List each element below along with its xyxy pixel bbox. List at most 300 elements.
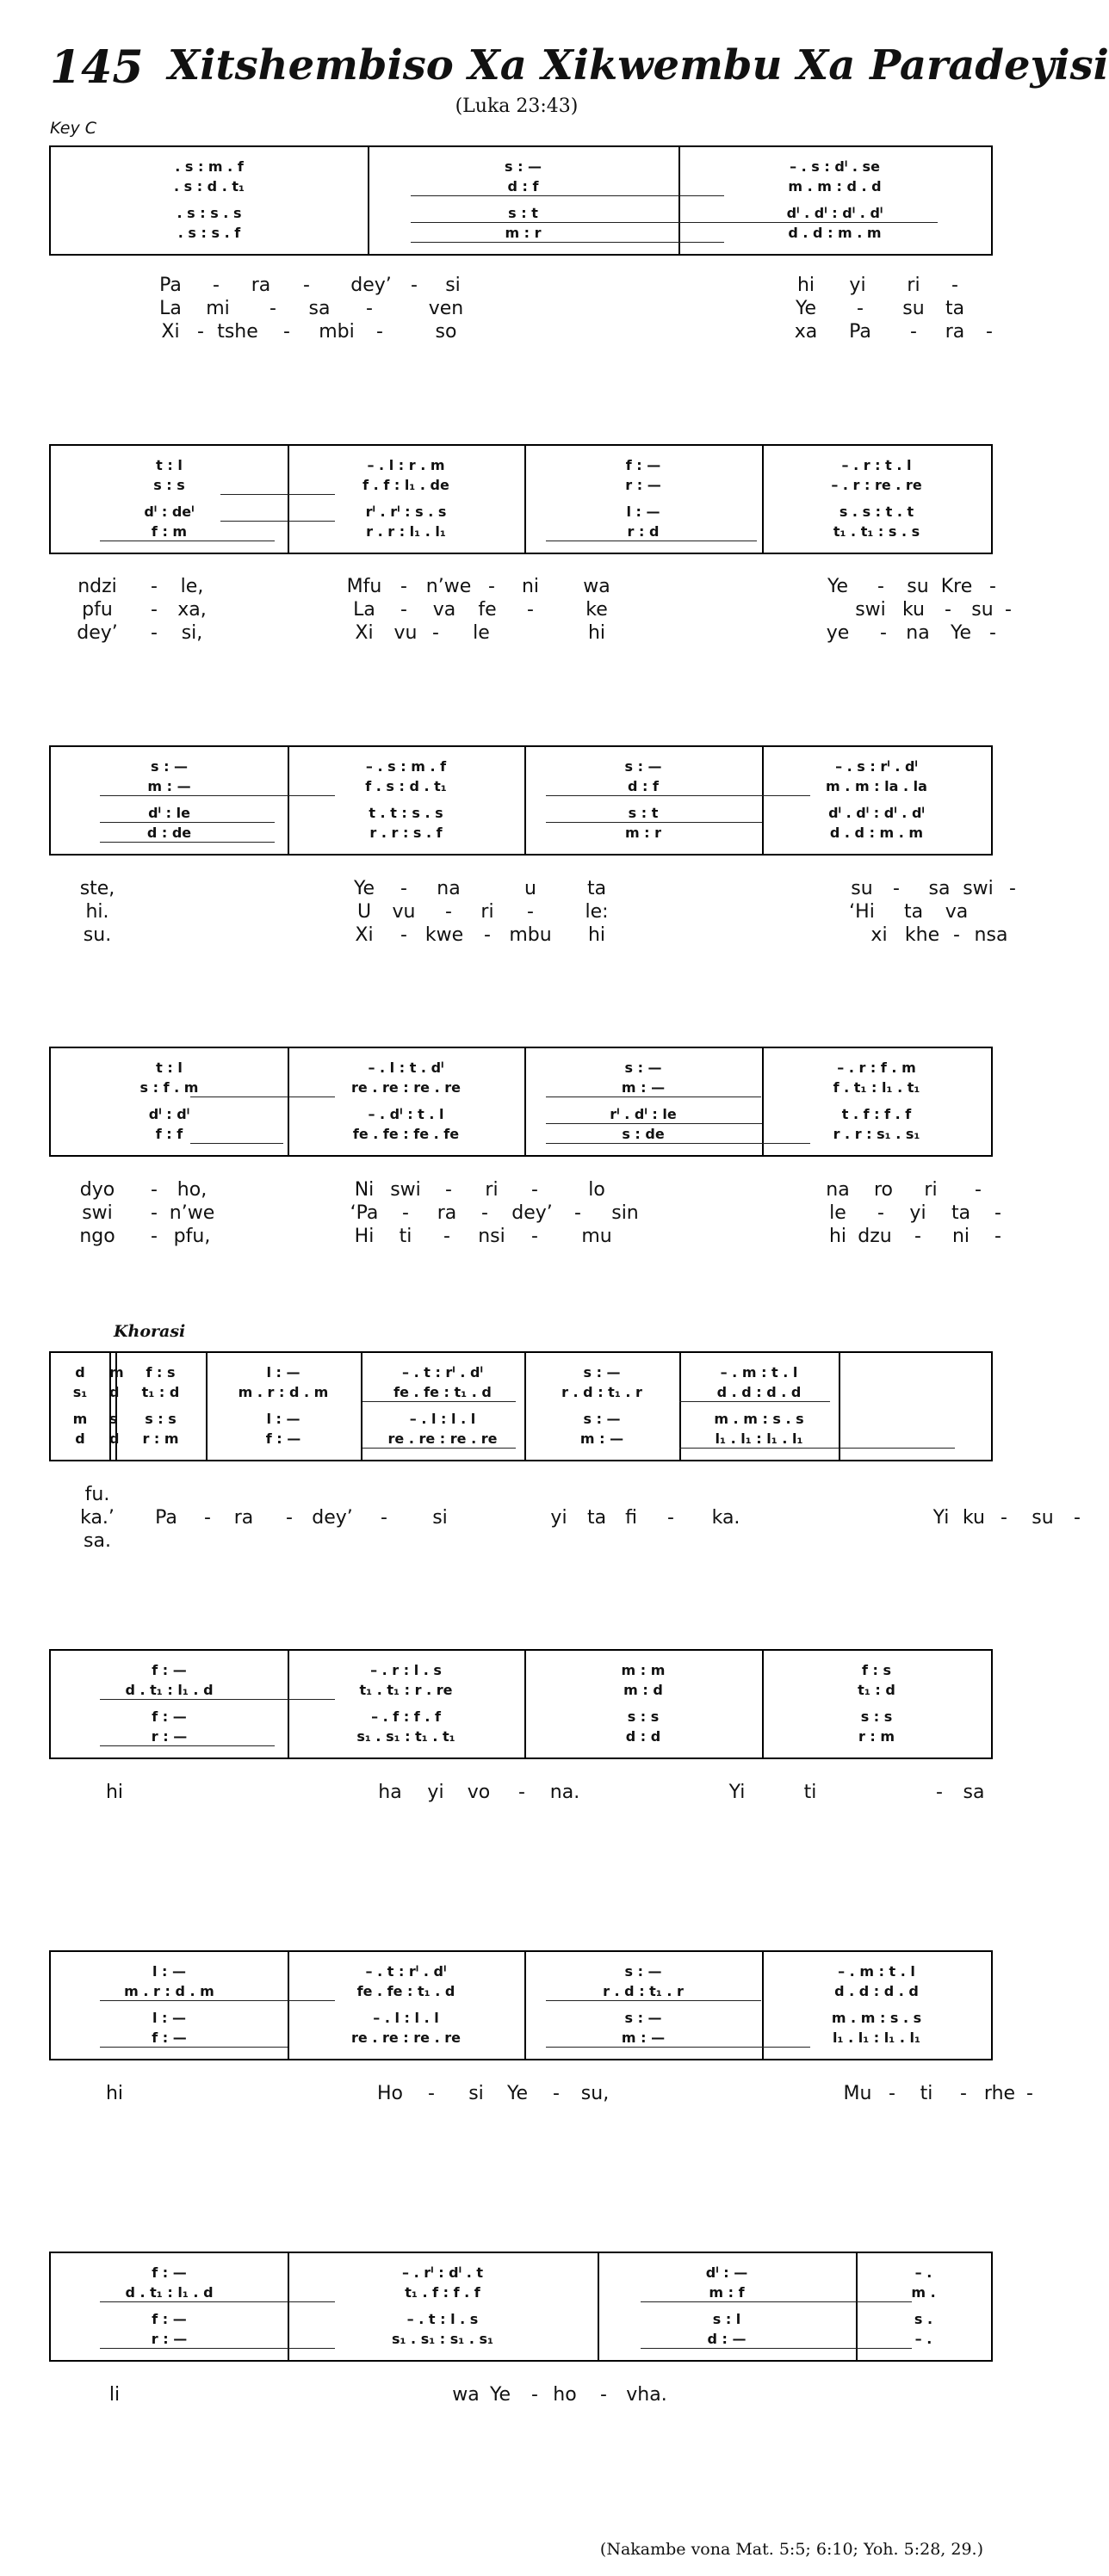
lyric-syllable: - [488, 576, 495, 597]
lyric-syllable: ri [924, 1179, 938, 1201]
solfa-cell [288, 1681, 524, 1700]
lyric-syllable: swi [855, 599, 886, 621]
lyric-syllable: so [435, 321, 457, 343]
slur-underline [190, 1143, 283, 1144]
solfa-cell [51, 2310, 288, 2329]
solfa-cell [762, 1078, 991, 1097]
staff-system-5 [49, 1351, 993, 1461]
lyric-syllable: n’we [169, 1202, 215, 1224]
solfa-cell [762, 1962, 991, 1981]
solfa-cell [51, 476, 288, 495]
lyric-syllable: Ye [353, 878, 375, 899]
solfa-cell [288, 2009, 524, 2028]
solfa-text: s : — [583, 1411, 621, 1427]
solfa-cell [288, 777, 524, 796]
slur-underline [411, 242, 724, 243]
lyric-line [49, 1178, 993, 1202]
lyric-syllable: rhe [983, 2083, 1016, 2104]
solfa-text: d [75, 1430, 85, 1447]
slur-underline [411, 195, 724, 196]
slur-underline [546, 1096, 761, 1097]
solfa-cell [524, 1125, 762, 1144]
slur-underline [362, 1401, 516, 1402]
solfa-text: re . re : re . re [351, 2029, 461, 2046]
solfa-text: m : — [579, 1430, 624, 1447]
solfa-text: – . dˡ : t . l [368, 1106, 444, 1122]
solfa-text: r : — [151, 1728, 188, 1745]
solfa-text: t₁ : d [858, 1682, 895, 1698]
solfa-cell [524, 1059, 762, 1078]
lyric-syllable: - [197, 321, 204, 343]
slur-underline [100, 2000, 335, 2001]
lyric-syllable: hi [587, 622, 606, 644]
lyric-syllable: sin [611, 1202, 639, 1224]
solfa-text: d : de [146, 825, 192, 841]
solfa-text: d [109, 1430, 120, 1447]
lyric-syllable: - [411, 275, 418, 296]
lyric-syllable: hi. [85, 901, 109, 923]
solfa-cell [51, 522, 288, 541]
lyric-syllable: ra [251, 275, 271, 296]
solfa-cell [288, 1982, 524, 2001]
solfa-text: l : — [152, 2010, 187, 2026]
slur-underline [100, 822, 275, 823]
solfa-text: m . m : s . s [831, 2010, 922, 2026]
solfa-text: m : — [621, 2029, 666, 2046]
lyric-syllable: Pa [849, 321, 871, 343]
solfa-cell [51, 1363, 109, 1382]
solfa-cell [762, 1982, 991, 2001]
lyric-syllable: - [204, 1507, 211, 1529]
lyric-syllable: ri [907, 275, 920, 296]
lyric-line [49, 877, 1016, 901]
solfa-text: r : d [627, 523, 660, 540]
solfa-text: – . t : rˡ . dˡ [402, 1364, 483, 1381]
lyric-syllable: Hi [354, 1226, 375, 1247]
solfa-text: s : s [627, 1708, 660, 1725]
lyric-syllable: dey’ [350, 275, 392, 296]
slur-underline [641, 2348, 912, 2349]
lyric-syllable: xa, [177, 599, 207, 621]
solfa-cell [678, 177, 991, 196]
lyric-syllable: Xi [355, 622, 374, 644]
lyric-syllable: Ye [827, 576, 849, 597]
lyric-line [49, 2082, 1033, 2106]
lyric-syllable: - [428, 2083, 435, 2104]
lyric-syllable: - [402, 1202, 409, 1224]
lyric-syllable: si [445, 275, 461, 296]
slur-underline [220, 521, 335, 522]
solfa-cell [762, 777, 991, 796]
solfa-text: s₁ [72, 1384, 88, 1400]
lyric-syllable: - [381, 1507, 387, 1529]
solfa-cell [361, 1430, 524, 1449]
solfa-text: – . r : l . s [370, 1662, 442, 1678]
solfa-cell [115, 1430, 206, 1449]
solfa-cell [524, 757, 762, 776]
lyric-syllable: khe [904, 924, 940, 946]
lyric-syllable: ndzi [77, 576, 117, 597]
solfa-text: d : f [628, 778, 659, 794]
solfa-cell [288, 1661, 524, 1680]
solfa-cell [51, 1430, 109, 1449]
lyric-syllable: yi [909, 1202, 926, 1224]
lyric-syllable: swi [82, 1202, 113, 1224]
solfa-cell [51, 824, 288, 843]
solfa-cell [51, 1661, 288, 1680]
solfa-cell [115, 1383, 206, 1402]
solfa-text: s : s [860, 1708, 893, 1725]
solfa-text: d . d : m . m [829, 825, 924, 841]
solfa-cell [762, 503, 991, 522]
lyric-syllable: ye [826, 622, 850, 644]
solfa-text: m . [911, 2284, 936, 2301]
solfa-text: s : t [508, 205, 538, 221]
solfa-cell [524, 503, 762, 522]
lyric-syllable: - [481, 1202, 488, 1224]
solfa-cell [368, 158, 678, 176]
solfa-text: f : — [625, 457, 661, 473]
solfa-cell [51, 777, 288, 796]
solfa-cell [762, 476, 991, 495]
solfa-cell [115, 1363, 206, 1382]
lyric-syllable: Pa [159, 275, 182, 296]
lyric-line [49, 2383, 993, 2407]
lyric-syllable: ti [920, 2083, 933, 2104]
lyric-line [49, 575, 996, 599]
solfa-cell [288, 1125, 524, 1144]
solfa-cell [109, 1363, 124, 1382]
lyric-syllable: dey’ [77, 622, 118, 644]
solfa-cell [524, 1708, 762, 1727]
solfa-text: m : m [621, 1662, 666, 1678]
lyric-syllable: na [906, 622, 930, 644]
solfa-cell [288, 522, 524, 541]
lyric-syllable: Xi [161, 321, 180, 343]
solfa-text: m . m : s . s [714, 1411, 804, 1427]
solfa-text: s₁ . s₁ : s₁ . s₁ [391, 2331, 494, 2347]
solfa-cell [51, 2283, 288, 2302]
lyric-syllable: dey’ [312, 1507, 353, 1529]
solfa-cell [762, 1125, 991, 1144]
lyric-syllable: - [518, 1782, 525, 1803]
solfa-text: . s : s . f [177, 225, 241, 241]
lyric-syllable: - [366, 298, 373, 319]
solfa-cell [762, 522, 991, 541]
solfa-cell [679, 1410, 839, 1429]
solfa-text: fe . fe : fe . fe [352, 1126, 460, 1142]
solfa-cell [288, 503, 524, 522]
hymn-number: 145 [50, 41, 144, 94]
solfa-cell [598, 2283, 856, 2302]
solfa-cell [678, 158, 991, 176]
solfa-cell [51, 158, 368, 176]
lyric-syllable: swi [963, 878, 994, 899]
solfa-text: f : — [152, 2029, 187, 2046]
solfa-text: – . l : t . dˡ [368, 1059, 444, 1076]
lyric-syllable: dey’ [511, 1202, 553, 1224]
solfa-text: s . [914, 2311, 933, 2327]
solfa-cell [361, 1363, 524, 1382]
lyric-syllable: - [574, 1202, 581, 1224]
lyric-syllable: - [1009, 878, 1016, 899]
lyric-syllable: - [151, 599, 158, 621]
solfa-cell [524, 2029, 762, 2048]
lyric-line [49, 1529, 993, 1554]
solfa-cell [51, 1962, 288, 1981]
lyric-syllable: - [986, 321, 993, 343]
solfa-text: s : — [624, 2010, 662, 2026]
lyric-syllable: si [432, 1507, 448, 1529]
solfa-text: f : — [152, 1662, 187, 1678]
solfa-text: – . t : rˡ . dˡ [365, 1963, 447, 1980]
lyric-syllable: su [851, 878, 873, 899]
solfa-cell [206, 1430, 361, 1449]
lyric-syllable: Yi [932, 1507, 950, 1529]
lyric-syllable: ke [585, 599, 608, 621]
solfa-cell [762, 1727, 991, 1746]
lyric-syllable: Ye [506, 2083, 529, 2104]
lyric-syllable: su. [83, 924, 112, 946]
solfa-text: s : l [712, 2311, 741, 2327]
solfa-cell [524, 1982, 762, 2001]
lyric-syllable: - [445, 901, 452, 923]
solfa-cell [51, 1708, 288, 1727]
lyric-syllable: - [484, 924, 491, 946]
lyric-syllable: ‘Hi [849, 901, 875, 923]
solfa-cell [206, 1383, 361, 1402]
solfa-text: m : f [709, 2284, 745, 2301]
solfa-text: m . r : d . m [124, 1983, 214, 1999]
lyric-syllable: Pa [155, 1507, 177, 1529]
slur-underline [100, 1745, 275, 1746]
lyric-line [49, 1225, 1001, 1249]
solfa-text: s : — [624, 1963, 662, 1980]
solfa-text: f . s : d . t₁ [365, 778, 447, 794]
solfa-text: – . t : l . s [406, 2311, 479, 2327]
slur-underline [220, 494, 335, 495]
lyric-syllable: yi [550, 1507, 567, 1529]
solfa-cell [762, 804, 991, 823]
lyric-syllable: hi [105, 1782, 124, 1803]
lyric-syllable: - [893, 878, 900, 899]
solfa-cell [288, 757, 524, 776]
solfa-cell [109, 1430, 120, 1449]
solfa-text: s : de [622, 1126, 665, 1142]
solfa-text: d [109, 1384, 120, 1400]
lyric-syllable: ta [586, 1507, 607, 1529]
slur-underline [190, 1096, 335, 1097]
solfa-cell [288, 804, 524, 823]
footnote: (Nakambe vona Mat. 5:5; 6:10; Yoh. 5:28, 29.) [599, 2540, 983, 2559]
lyric-syllable: sa [308, 298, 331, 319]
lyric-syllable: hi [828, 1226, 847, 1247]
solfa-text: d . d : d . d [834, 1983, 919, 1999]
lyric-syllable: Mfu [346, 576, 382, 597]
solfa-text: l : — [266, 1364, 300, 1381]
solfa-text: dˡ : — [705, 2264, 748, 2281]
lyric-syllable: - [400, 878, 407, 899]
solfa-cell [51, 804, 288, 823]
solfa-cell [288, 1962, 524, 1981]
lyric-syllable: - [376, 321, 383, 343]
lyric-syllable: - [286, 1507, 293, 1529]
lyric-syllable: - [527, 901, 534, 923]
lyric-syllable: su [971, 599, 994, 621]
lyric-syllable: - [994, 1202, 1001, 1224]
solfa-text: d : d [625, 1728, 661, 1745]
lyric-syllable: mbu [509, 924, 552, 946]
solfa-text: f : s [861, 1662, 892, 1678]
lyric-syllable: ngo [79, 1226, 115, 1247]
solfa-cell [598, 2330, 856, 2349]
slur-underline [546, 822, 762, 823]
lyric-syllable: ra [945, 321, 965, 343]
lyric-syllable: - [443, 1226, 450, 1247]
solfa-cell [524, 1962, 762, 1981]
bar-line [839, 1353, 840, 1460]
lyric-line [49, 1483, 993, 1507]
lyric-syllable: ra [233, 1507, 254, 1529]
solfa-cell [524, 1078, 762, 1097]
lyric-syllable: Kre [940, 576, 973, 597]
lyric-syllable: ti [399, 1226, 412, 1247]
slur-underline [100, 2047, 288, 2048]
solfa-cell [524, 1383, 679, 1402]
solfa-cell [51, 177, 368, 196]
solfa-cell [524, 1681, 762, 1700]
lyric-syllable: xi [870, 924, 888, 946]
solfa-cell [288, 824, 524, 843]
solfa-cell [288, 2283, 598, 2302]
lyric-syllable: na [437, 878, 461, 899]
lyric-syllable: - [889, 2083, 895, 2104]
lyric-line [49, 1202, 1001, 1226]
lyric-syllable: - [989, 576, 996, 597]
lyric-line [49, 621, 996, 646]
solfa-text: f : — [152, 1708, 187, 1725]
lyric-syllable: - [1001, 1507, 1007, 1529]
lyric-syllable: yi [849, 275, 866, 296]
lyric-syllable: - [400, 576, 407, 597]
solfa-cell [524, 1430, 679, 1449]
solfa-text: – . s : m . f [365, 758, 447, 775]
staff-system-7 [49, 1950, 993, 2060]
lyric-syllable: - [151, 622, 158, 644]
solfa-text: r : m [858, 1728, 895, 1745]
lyric-syllable: ho [553, 2384, 577, 2406]
chorus-label: Khorasi [114, 1322, 186, 1341]
staff-system-1 [49, 145, 993, 256]
solfa-cell [51, 2330, 288, 2349]
lyric-syllable: wa [583, 576, 610, 597]
solfa-text: . s : d . t₁ [173, 178, 245, 195]
solfa-cell [524, 1363, 679, 1382]
lyric-syllable: - [432, 622, 439, 644]
solfa-text: s : — [624, 1059, 662, 1076]
solfa-text: m . m : d . d [788, 178, 882, 195]
solfa-cell [51, 1681, 288, 1700]
solfa-cell [762, 1681, 991, 1700]
solfa-text: r . d : t₁ . r [561, 1384, 642, 1400]
lyric-syllable: hi [105, 2083, 124, 2104]
solfa-cell [109, 1383, 120, 1402]
solfa-text: d . t₁ : l₁ . d [125, 1682, 214, 1698]
solfa-text: l : — [266, 1411, 300, 1427]
solfa-cell [598, 2264, 856, 2283]
lyric-syllable: - [213, 275, 220, 296]
solfa-text: r . d : t₁ . r [603, 1983, 684, 1999]
lyric-syllable: Mu [843, 2083, 872, 2104]
solfa-cell [288, 1105, 524, 1124]
lyric-syllable: va [945, 901, 969, 923]
lyric-syllable: - [1005, 599, 1012, 621]
solfa-cell [762, 824, 991, 843]
solfa-cell [524, 1661, 762, 1680]
solfa-cell [524, 824, 762, 843]
lyric-syllable: sa. [84, 1530, 111, 1552]
solfa-text: – . m : t . l [838, 1963, 915, 1980]
lyric-syllable: ri [485, 1179, 499, 1201]
lyric-syllable: ven [428, 298, 464, 319]
lyric-syllable: - [910, 321, 917, 343]
lyric-line [49, 924, 1008, 948]
solfa-cell [856, 2330, 991, 2349]
solfa-cell [288, 2330, 598, 2349]
solfa-text: m . m : la . la [826, 778, 927, 794]
solfa-text: – . [914, 2331, 932, 2347]
solfa-text: f : f [155, 1126, 183, 1142]
solfa-text: rˡ . rˡ : s . s [365, 503, 447, 520]
solfa-text: fe . fe : t₁ . d [356, 1983, 455, 1999]
lyric-syllable: vha. [626, 2384, 667, 2406]
lyric-syllable: - [531, 1179, 538, 1201]
lyric-syllable: hi [796, 275, 815, 296]
lyric-syllable: - [975, 1179, 982, 1201]
solfa-cell [762, 456, 991, 475]
lyric-syllable: va [432, 599, 456, 621]
staff-system-2 [49, 444, 993, 554]
solfa-text: fe . fe : t₁ . d [393, 1384, 492, 1400]
lyric-syllable: si [468, 2083, 484, 2104]
solfa-cell [288, 1078, 524, 1097]
solfa-text: – . m : t . l [720, 1364, 798, 1381]
lyric-syllable: wa [452, 2384, 480, 2406]
solfa-text: s [109, 1411, 118, 1427]
slur-underline [546, 1143, 810, 1144]
lyric-syllable: - [527, 599, 534, 621]
solfa-text: t . f : f . f [841, 1106, 912, 1122]
lyric-syllable: - [151, 1202, 158, 1224]
staff-system-4 [49, 1047, 993, 1157]
solfa-text: m : — [147, 778, 191, 794]
slur-underline [100, 842, 275, 843]
solfa-text: m : d [623, 1682, 663, 1698]
slur-underline [100, 2301, 335, 2302]
solfa-text: r : — [151, 2331, 188, 2347]
solfa-text: – . s : rˡ . dˡ [835, 758, 918, 775]
lyric-syllable: li [108, 2384, 121, 2406]
solfa-cell [524, 522, 762, 541]
lyric-syllable: vu [392, 901, 416, 923]
solfa-text: l₁ . l₁ : l₁ . l₁ [715, 1430, 803, 1447]
lyric-syllable: - [1026, 2083, 1033, 2104]
solfa-text: l : — [626, 503, 660, 520]
solfa-text: s : — [624, 758, 662, 775]
lyric-line [49, 297, 993, 321]
lyric-syllable: - [151, 1226, 158, 1247]
lyric-syllable: - [857, 298, 864, 319]
